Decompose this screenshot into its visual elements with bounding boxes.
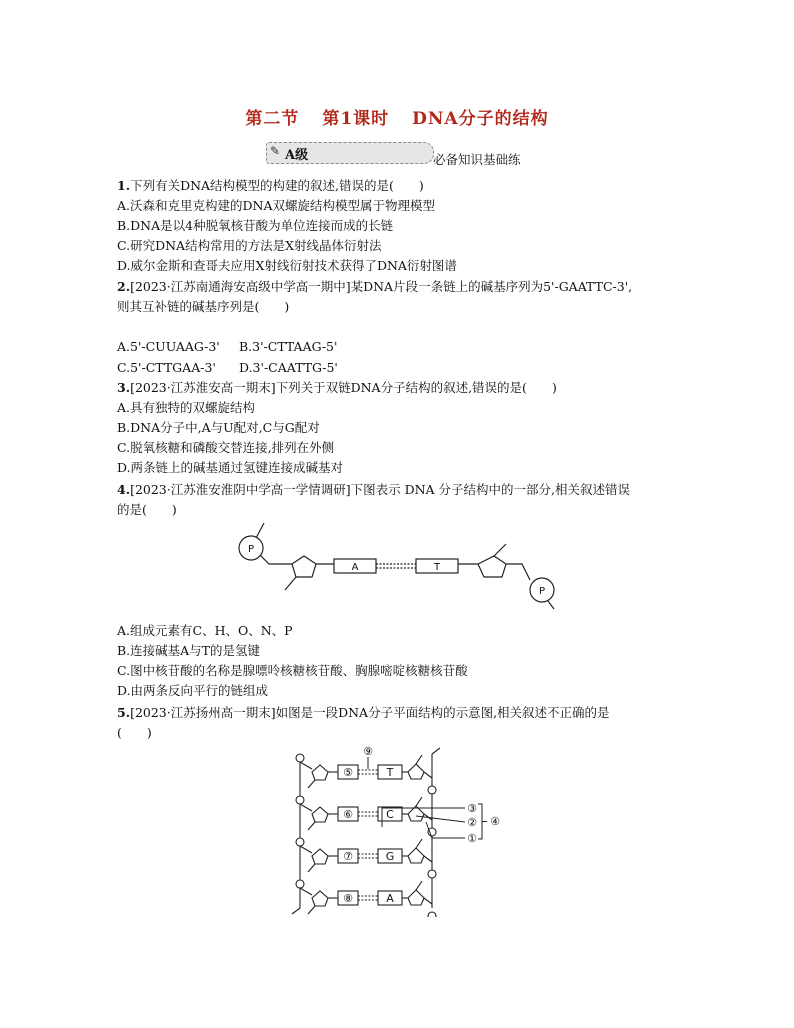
q4-right-phosphate-label: P <box>538 586 546 597</box>
q4-option-d: D.由两条反向平行的链组成 <box>117 683 269 698</box>
q4-right-backbone <box>506 564 530 580</box>
q4-base-t-label: T <box>433 562 441 573</box>
q5-left-tail <box>292 908 300 914</box>
q5-left-ester-bond <box>300 846 312 853</box>
q5-left-sugar <box>312 849 328 864</box>
q5-right-sugar-link <box>416 839 422 848</box>
q5-left-sugar-link <box>308 906 315 914</box>
q5-label-9: ⑨ <box>363 745 373 758</box>
q5-left-ester-bond <box>300 888 312 895</box>
q5-right-base-label: A <box>386 892 394 905</box>
q5-left-ester-bond <box>300 762 312 769</box>
q1-option-a: A.沃森和克里克构建的DNA双螺旋结构模型属于物理模型 <box>117 198 435 213</box>
q2-stem <box>117 277 632 297</box>
q3-stem-text: [2023·江苏淮安高一期末]下列关于双链DNA分子结构的叙述,错误的是( ) <box>130 380 557 395</box>
q5-brace <box>478 804 487 839</box>
topic-label: DNA分子的结构 <box>412 109 549 129</box>
q5-left-phosphate <box>296 796 304 804</box>
pencil-icon: ✎ <box>270 144 281 158</box>
q5-label-2-leader <box>416 816 465 822</box>
q5-right-base-label: C <box>386 808 394 821</box>
q1-option-b: B.DNA是以4种脱氧核苷酸为单位连接而成的长链 <box>117 218 394 233</box>
lesson-label: 第1课时 <box>322 109 390 129</box>
q5-left-sugar <box>312 765 328 780</box>
q3-stem <box>117 378 557 398</box>
q5-left-sugar <box>312 891 328 906</box>
q5-right-sugar-link <box>416 881 422 890</box>
q2-stem-line2: 则其互补链的碱基序列是( ) <box>117 299 290 314</box>
q4-left-backbone <box>260 555 292 564</box>
q5-left-sugar <box>312 807 328 822</box>
q5-right-sugar <box>408 764 424 779</box>
q5-right-tail <box>432 748 440 754</box>
q5-right-base-label: T <box>386 766 394 779</box>
q5-right-phosphate <box>428 912 436 917</box>
q5-left-sugar-link <box>308 864 315 872</box>
q5-label-4: ④ <box>490 815 500 828</box>
q5-stem-line2: ( ) <box>117 725 152 740</box>
q4-left-phosphate-label: P <box>247 544 255 555</box>
q5-left-base-label: ⑤ <box>343 766 353 779</box>
q5-left-phosphate <box>296 880 304 888</box>
q2-option-c: C.5'-CTTGAA-3' <box>117 360 216 375</box>
q1-option-d: D.威尔金斯和查哥夫应用X射线衍射技术获得了DNA衍射图谱 <box>117 258 457 273</box>
level-tag <box>266 142 434 164</box>
q5-right-sugar <box>408 890 424 905</box>
q5-stem <box>117 703 610 723</box>
q3-option-b: B.DNA分子中,A与U配对,C与G配对 <box>117 420 320 435</box>
q5-left-sugar-link <box>308 822 315 830</box>
q4-stem <box>117 480 630 500</box>
q3-option-a: A.具有独特的双螺旋结构 <box>117 400 256 415</box>
q5-right-ester-bond <box>424 898 432 904</box>
q4-left-sugar-tail <box>285 577 296 590</box>
q5-right-sugar <box>408 848 424 863</box>
q5-left-base-label: ⑥ <box>343 808 353 821</box>
q5-left-phosphate <box>296 754 304 762</box>
q5-label-1: ① <box>467 832 477 845</box>
q5-right-ester-bond <box>424 772 432 778</box>
q4-left-sugar <box>292 556 316 577</box>
q5-label-3: ③ <box>467 802 477 815</box>
q5-right-phosphate <box>428 786 436 794</box>
level-label: A级 <box>285 148 309 163</box>
q4-option-a: A.组成元素有C、H、O、N、P <box>117 623 293 638</box>
q4-dna-figure <box>232 520 562 610</box>
level-subtitle: 必备知识基础练 <box>433 152 521 167</box>
q5-number: 5. <box>117 705 131 720</box>
q4-stem-text: [2023·江苏淮安淮阴中学高一学情调研]下图表示 DNA 分子结构中的一部分,相关叙述错误 <box>130 482 631 497</box>
q1-number: 1. <box>117 178 131 193</box>
q5-stem-text: [2023·江苏扬州高一期末]如图是一段DNA分子平面结构的示意图,相关叙述不正确的是 <box>130 705 610 720</box>
q5-right-ester-bond <box>424 856 432 862</box>
q2-option-b: B.3'-CTTAAG-5' <box>239 339 338 354</box>
q3-option-d: D.两条链上的碱基通过氢键连接成碱基对 <box>117 460 344 475</box>
q2-option-a: A.5'-CUUAAG-3' <box>117 339 220 354</box>
q1-option-c: C.研究DNA结构常用的方法是X射线晶体衍射法 <box>117 238 382 253</box>
q5-right-base-label: G <box>385 850 395 863</box>
q5-left-ester-bond <box>300 804 312 811</box>
q5-left-sugar-link <box>308 780 315 788</box>
q3-option-c: C.脱氧核糖和磷酸交替连接,排列在外侧 <box>117 440 335 455</box>
q4-stem-line2: 的是( ) <box>117 502 177 517</box>
q4-right-phosphate-bond <box>548 601 554 609</box>
q3-number: 3. <box>117 380 131 395</box>
q1-stem <box>117 176 424 196</box>
q5-left-base-label: ⑧ <box>343 892 353 905</box>
q4-right-sugar-tail <box>494 544 506 556</box>
q5-right-sugar-link <box>416 755 422 764</box>
q4-option-c: C.图中核苷酸的名称是腺嘌呤核糖核苷酸、胸腺嘧啶核糖核苷酸 <box>117 663 468 678</box>
page-title <box>0 104 794 129</box>
q4-number: 4. <box>117 482 131 497</box>
q5-left-phosphate <box>296 838 304 846</box>
q2-stem-text: [2023·江苏南通海安高级中学高一期中]某DNA片段一条链上的碱基序列为5'-GAATTC-3', <box>130 279 633 294</box>
q4-left-phosphate-bond <box>256 523 264 538</box>
q4-right-sugar <box>478 556 506 577</box>
q4-base-a-label: A <box>351 562 359 573</box>
q5-label-2: ② <box>467 816 477 829</box>
q4-option-b: B.连接碱基A与T的是氢键 <box>117 643 261 658</box>
q1-stem-text: 下列有关DNA结构模型的构建的叙述,错误的是( ) <box>130 178 424 193</box>
q2-number: 2. <box>117 279 131 294</box>
q2-option-d: D.3'-CAATTG-5' <box>239 360 338 375</box>
q2-options-row2 <box>117 358 338 378</box>
q5-right-phosphate <box>428 870 436 878</box>
q5-dna-figure <box>282 742 522 917</box>
q2-options-row1 <box>117 337 337 357</box>
q5-left-base-label: ⑦ <box>343 850 353 863</box>
q5-right-sugar-link <box>416 797 422 806</box>
section-label: 第二节 <box>245 109 300 129</box>
